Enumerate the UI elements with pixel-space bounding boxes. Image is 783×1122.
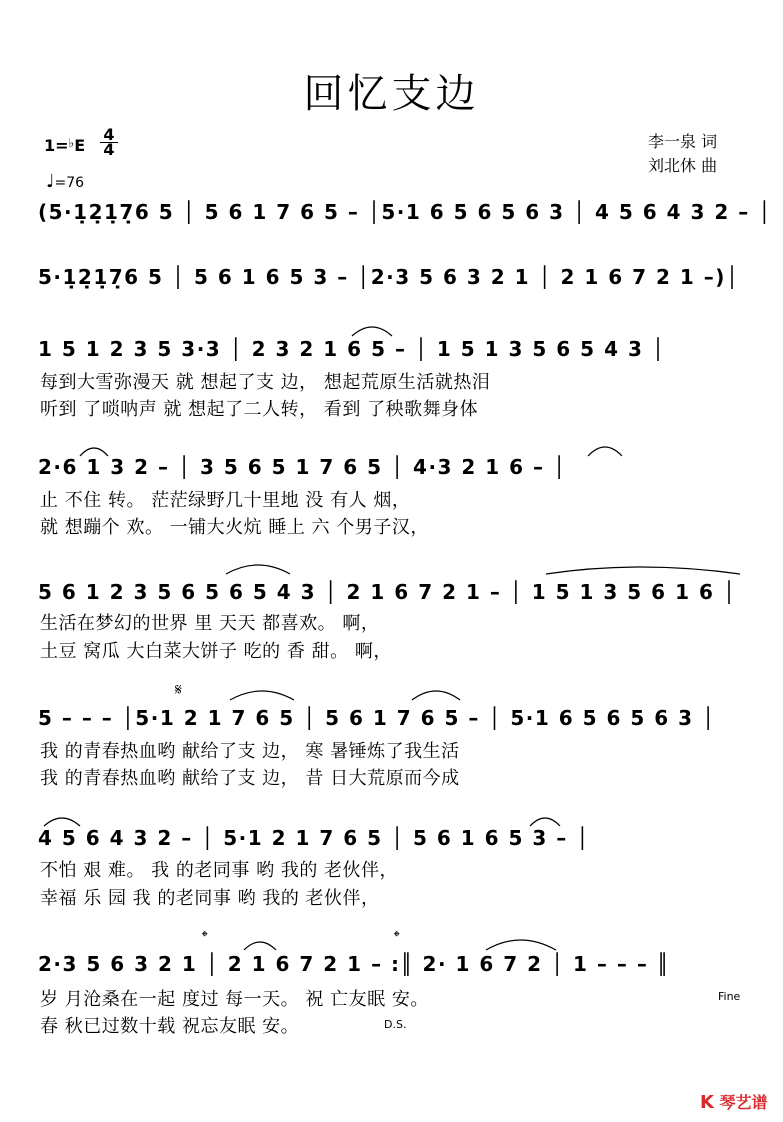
score-row-5: 5 6 1 2 3 5 6 5 6 5 4 3 │ 2 1 6 7 2 1 – │ 1 5 1 3 5 6 1 6 │ <box>38 580 737 604</box>
qinyipu-logo <box>700 1090 768 1113</box>
slur <box>546 567 740 574</box>
lyricist: 李一泉 词 <box>648 132 718 151</box>
lyric-row-3-verse-1: 每到大雪弥漫天 就 想起了支 边， 想起荒原生活就热泪 <box>40 372 491 393</box>
slur <box>80 448 108 456</box>
time-signature-top: 4 <box>103 125 115 144</box>
slur <box>486 940 556 950</box>
lyric-row-6-verse-2: 我 的青春热血哟 献给了支 边， 昔 日大荒原而今成 <box>40 768 460 789</box>
lyric-row-4-verse-2: 就 想蹦个 欢。 一铺大火炕 睡上 六 个男子汉， <box>40 517 429 538</box>
lyric-row-8-verse-2: 春 秋已过数十载 祝忘友眠 安。 <box>40 1016 300 1037</box>
lyric-row-5-verse-2: 土豆 窝瓜 大白菜大饼子 吃的 香 甜。 啊， <box>40 641 392 662</box>
slur <box>244 942 276 950</box>
fine-marking: Fine <box>718 990 741 1003</box>
tempo-value: =76 <box>54 175 85 191</box>
slur <box>412 691 460 700</box>
coda-sign-1: 𝄌 <box>202 927 208 946</box>
lyric-row-4-verse-1: 止 不住 转。 茫茫绿野几十里地 没 有人 烟， <box>40 490 411 511</box>
slur <box>530 818 560 826</box>
slur <box>226 565 290 574</box>
slur <box>352 327 392 336</box>
lyric-row-8-verse-1: 岁 月沧桑在一起 度过 每一天。 祝 亡友眠 安。 <box>40 989 429 1010</box>
logo-mark-icon: K <box>700 1092 714 1113</box>
score-row-8: 2·3 5 6 3 2 1 │ 2 1 6 7 2 1 – :║ 2· 1 6 7 2 │ 1 – – – ║ <box>38 952 671 976</box>
score-row-2: 5·1̣2̣1̣7̣6 5 │ 5 6 1 6 5 3 – │2·3 5 6 3 2 1 │ 2 1 6 7 2 1 –)│ <box>38 265 740 289</box>
logo-text: 琴艺谱 <box>719 1093 768 1112</box>
slur <box>588 447 622 456</box>
segno-sign: 𝄋 <box>175 680 182 699</box>
slur <box>44 818 80 826</box>
score-row-4: 2·6 1 3 2 – │ 3 5 6 5 1 7 6 5 │ 4·3 2 1 6 – │ <box>38 455 567 479</box>
composer: 刘北休 曲 <box>648 156 718 175</box>
score-row-7: 4 5 6 4 3 2 – │ 5·1 2 1 7 6 5 │ 5 6 1 6 5 3 – │ <box>38 826 590 850</box>
ds-marking: D.S. <box>384 1018 407 1031</box>
lyric-row-7-verse-2: 幸福 乐 园 我 的老同事 哟 我的 老伙伴， <box>40 888 380 909</box>
time-signature-bottom: 4 <box>103 140 115 159</box>
lyric-row-7-verse-1: 不怕 艰 难。 我 的老同事 哟 我的 老伙伴， <box>40 860 399 881</box>
lyric-row-5-verse-1: 生活在梦幻的世界 里 天天 都喜欢。 啊， <box>40 613 380 634</box>
key-letter: E <box>74 136 86 155</box>
score-row-1: (5·1̣2̣1̣7̣6 5 │ 5 6 1 7 6 5 – │5·1 6 5 6 5 6 3 │ 4 5 6 4 3 2 – │ <box>38 200 772 224</box>
flat-sign: ♭ <box>68 136 75 150</box>
key-one: 1= <box>44 136 69 155</box>
coda-sign-2: 𝄌 <box>394 927 400 946</box>
song-title: 回忆支边 <box>303 71 480 117</box>
quarter-note-icon: ♩ <box>46 171 55 192</box>
score-row-6: 5 – – – │5·1 2 1 7 6 5 │ 5 6 1 7 6 5 – │ 5·1 6 5 6 5 6 3 │ <box>38 706 716 730</box>
lyric-row-3-verse-2: 听到 了唢呐声 就 想起了二人转， 看到 了秧歌舞身体 <box>40 399 479 420</box>
slur <box>230 691 294 700</box>
score-row-3: 1 5 1 2 3 5 3·3 │ 2 3 2 1 6 5 – │ 1 5 1 3 5 6 5 4 3 │ <box>38 337 666 361</box>
lyric-row-6-verse-1: 我 的青春热血哟 献给了支 边， 寒 暑锤炼了我生活 <box>40 741 460 762</box>
